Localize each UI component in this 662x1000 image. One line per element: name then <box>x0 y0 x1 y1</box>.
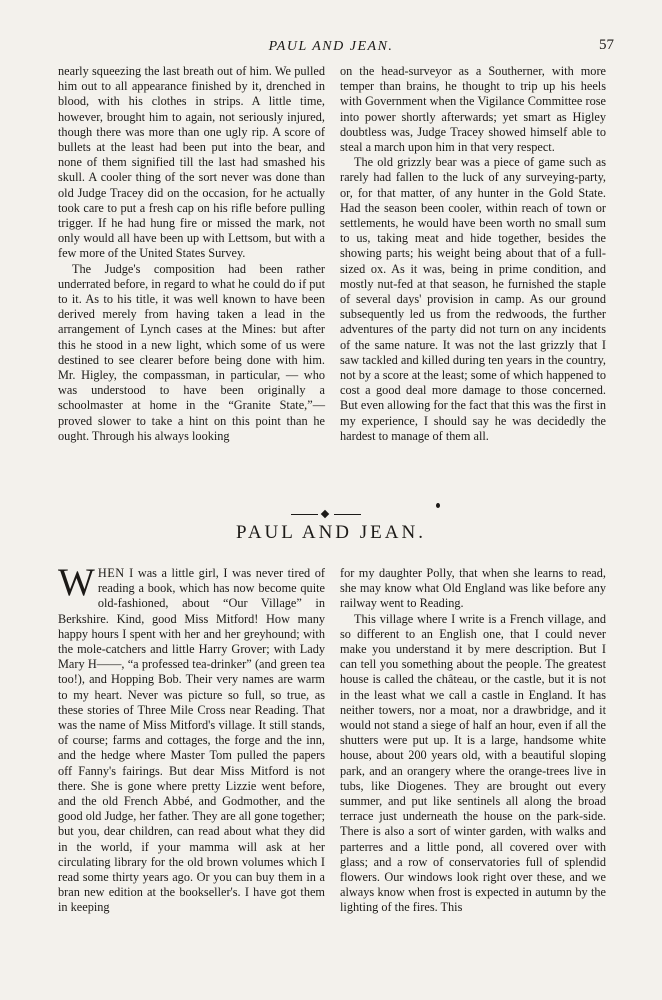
section-divider-ornament <box>291 512 361 518</box>
running-head <box>0 37 662 59</box>
paragraph: nearly squeezing the last breath out of him. We pulled him out to all appearance finished by it, drenched in blood, with his clothes in strips. A little time, however, brought him to again, not seriously injured, though there was more than one ugly rip. A score of bullets at the least had been put into the bear, and none of them signified till the last had smashed his skull. A cooler thing of the sort never was done than old Judge Tracey did on the occasion, for he actually took care to put a fresh cap on his rifle before pulling trigger. If he had hung fire or missed the mark, not only would all have been up with Lettsom, but with a few more of the United States Survey. <box>58 64 325 261</box>
paragraph: on the head-surveyor as a Southerner, with more temper than brains, he thought to trip up his heels with Government when the Vigilance Committee rose into power shortly afterwards; yet smart as Higley doubtless was, Judge Tracey showed himself able to steal a march upon him in that very respect. <box>340 64 606 155</box>
paragraph-text: I was a little girl, I was never tired of reading a book, which has now become quite old-fashioned, about “Our Village” in Berkshire. Kind, good Miss Mitford! How many happy hours I spent with her and her greyhound; with the mole-catchers and little Harry Grover; with Lady Mary H——, “a professed tea-drinker” (and green tea too!), and Hopping Bob. Their very names are warm to my heart. Never was picture so full, so true, as these stories of Three Mile Cross near Reading. That was the name of Miss Mitford's village. It still stands, of course; farms and cottages, the forge and the inn, and the hedge where Master Tom pulled the papers off Fanny's fairings. But dear Miss Mitford is not there. She is gone where pretty Lizzie went before, and the old French Abbé, and Godmother, and the good old Judge, her father. They are all gone together; but you, dear children, can read about what they did in the world, if your mamma will ask at her circulating library for the old brown volumes which I read some thirty years ago. Or you can buy them in a bran new edition at the bookseller's. I have got them in keeping <box>58 566 325 915</box>
article-left-column <box>58 561 325 916</box>
divider-rule-right <box>334 514 361 515</box>
previous-article-left-column <box>58 64 325 444</box>
article-right-column <box>340 566 606 916</box>
divider-diamond-icon <box>321 510 329 518</box>
running-title: PAUL AND JEAN. <box>268 39 394 54</box>
opening-paragraph <box>58 561 325 916</box>
drop-cap: W <box>58 561 95 604</box>
opening-smallcaps: HEN <box>97 566 125 580</box>
divider-rule-left <box>291 514 318 515</box>
end-of-article-mark <box>436 503 440 508</box>
paragraph: The Judge's composition had been rather underrated before, in regard to what he could do if put to it. As to his title, it was well known to have been derived merely from having taken a lead in the arrangement of Lynch cases at the Mines: but after this he stood in a new light, which some of us were destined to see clearer before being done with him. Mr. Higley, the compassman, in particular, — who was understood to have been originally a schoolmaster at home in the “Granite State,”— proved slower to take a hint on this point than he ought. Through his always looking <box>58 261 325 443</box>
paragraph: for my daughter Polly, that when she learns to read, she may know what Old England was like before any railway went to Reading. <box>340 566 606 611</box>
paragraph: This village where I write is a French village, and so different to an English one, that I could never make you understand it by mere description. But I can tell you something about the people. The greatest house is called the château, or the castle, but it is not in the least what we call a castle in England. It has neither towers, nor a moat, nor a drawbridge, and it would not stand a siege of half an hour, even if all the shutters were put up. It is a large, handsome white house, about 200 years old, with a beautiful sloping park, and an orangery where the orange-trees live in tubs, like Diogenes. They are brought out every summer, and put like sentinels all along the broad terrace just underneath the house on the park-side. There is also a sort of winter garden, with walks and parterres and a little pond, all covered over with glass; and a row of conservatories full of splendid flowers. Our windows look right over these, and we always know when frost is expected in autumn by the lighting of the fires. This <box>340 611 606 915</box>
previous-article-right-column <box>340 64 606 444</box>
page-number: 57 <box>599 37 614 53</box>
article-title: PAUL AND JEAN. <box>236 522 426 543</box>
paragraph: The old grizzly bear was a piece of game such as rarely had fallen to the luck of any surveying-party, or, for that matter, of any hunter in the Gold State. Had the season been cooler, within reach of town or settlements, he would have been worth no small sum to us, taking meat and hide together, besides the showing parts; his weight being about that of a full-sized ox. As it was, being in prime condition, and mostly nut-fed at that season, he furnished the staple of several days' provision in camp. As our ground subsequently led us from the redwoods, the further adventures of the party did not turn on any incidents of the same nature. It was not the last grizzly that I saw tackled and killed during ten years in the country, not by a score at the least; some of which happened to cost a good deal more damage to those concerned. But even allowing for the fact that this was the first in my experience, I should say he was decidedly the hardest to manage of them all. <box>340 155 607 443</box>
